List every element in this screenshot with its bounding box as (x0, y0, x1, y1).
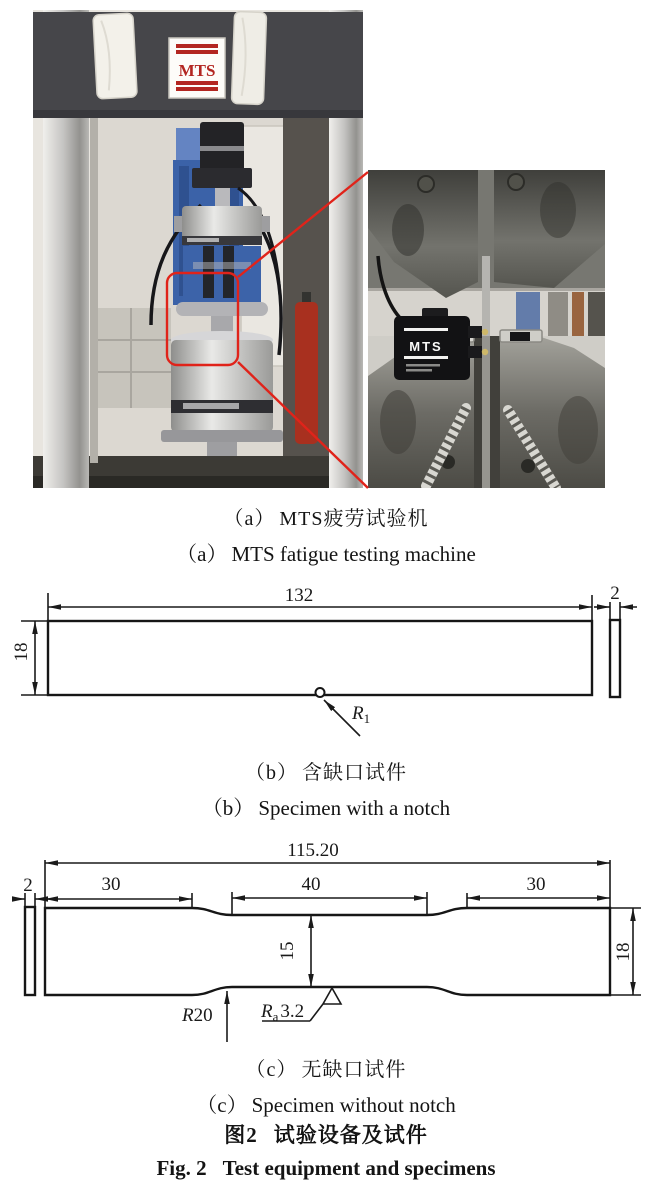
mts-logo-text: MTS (178, 61, 216, 80)
figure-caption-en-text: Test equipment and specimens (222, 1156, 496, 1180)
roughness-value: 3.2 (280, 1001, 305, 1022)
caption-c-en (0, 1089, 652, 1119)
dim-thickness: 2 (610, 583, 620, 604)
drawing-specimen-plain (12, 840, 641, 1042)
notch (316, 688, 325, 697)
caption-c-en-text: Specimen without notch (251, 1093, 456, 1117)
specimen-side-view (25, 907, 35, 995)
figure-caption-zh (0, 1119, 652, 1149)
caption-c-zh-text: 无缺口试件 (301, 1059, 407, 1081)
caption-a-en-text: MTS fatigue testing machine (231, 542, 476, 566)
dim-thickness: 2 (23, 875, 33, 896)
notch-radius-symbol: R (352, 703, 364, 724)
dim-total-length: 115.20 (287, 840, 339, 861)
caption-c-en-label: （c） (196, 1093, 248, 1117)
fillet-radius-symbol: R (182, 1005, 194, 1026)
dim-length: 132 (284, 585, 314, 606)
drawing-specimen-notched (11, 583, 637, 736)
roughness-subscript: a (272, 1009, 279, 1024)
fillet-radius-value: 20 (193, 1005, 213, 1026)
caption-a-zh (0, 502, 652, 531)
figure-caption-zh-text: 试验设备及试件 (273, 1123, 428, 1147)
specimen-outline (45, 908, 610, 995)
extensometer-logo-text: MTS (409, 339, 443, 354)
dim-fillet-radius (181, 1005, 213, 1026)
caption-b-zh-label: （b） (245, 762, 298, 784)
caption-b-zh (0, 756, 652, 785)
zoom-line-top (238, 172, 368, 277)
zoom-box (167, 273, 238, 365)
caption-b-en-text: Specimen with a notch (258, 796, 451, 820)
zoom-line-bottom (238, 362, 368, 488)
caption-a-zh-text: MTS疲劳试验机 (279, 508, 429, 530)
caption-b-en-label: （b） (201, 796, 255, 820)
specimen-side-view (610, 620, 620, 697)
caption-b-en (0, 792, 652, 822)
dim-gauge-length: 40 (301, 874, 321, 895)
figure-caption-zh-label: 图2 (224, 1123, 258, 1147)
figure-caption-en (0, 1156, 652, 1181)
notch-radius-subscript: 1 (363, 711, 371, 726)
dim-width: 18 (11, 642, 32, 662)
caption-a-zh-label: （a） (223, 508, 276, 530)
dim-gauge-width: 15 (277, 941, 298, 961)
caption-b-zh-text: 含缺口试件 (302, 762, 407, 784)
caption-a-en (0, 538, 652, 568)
dim-end-width: 18 (613, 942, 634, 962)
dim-roughness (260, 1001, 304, 1024)
caption-a-en-label: （a） (176, 542, 228, 566)
roughness-symbol-letter: R (261, 1001, 273, 1022)
specimen-front-view (48, 621, 592, 695)
figure-caption-en-label: Fig. 2 (156, 1156, 207, 1180)
zoom-annotation (167, 172, 368, 488)
dim-right-grip: 30 (526, 874, 546, 895)
caption-c-zh (0, 1053, 652, 1082)
dim-notch-radius (351, 703, 370, 726)
caption-c-zh-label: （c） (245, 1059, 298, 1081)
dim-left-grip: 30 (101, 874, 121, 895)
